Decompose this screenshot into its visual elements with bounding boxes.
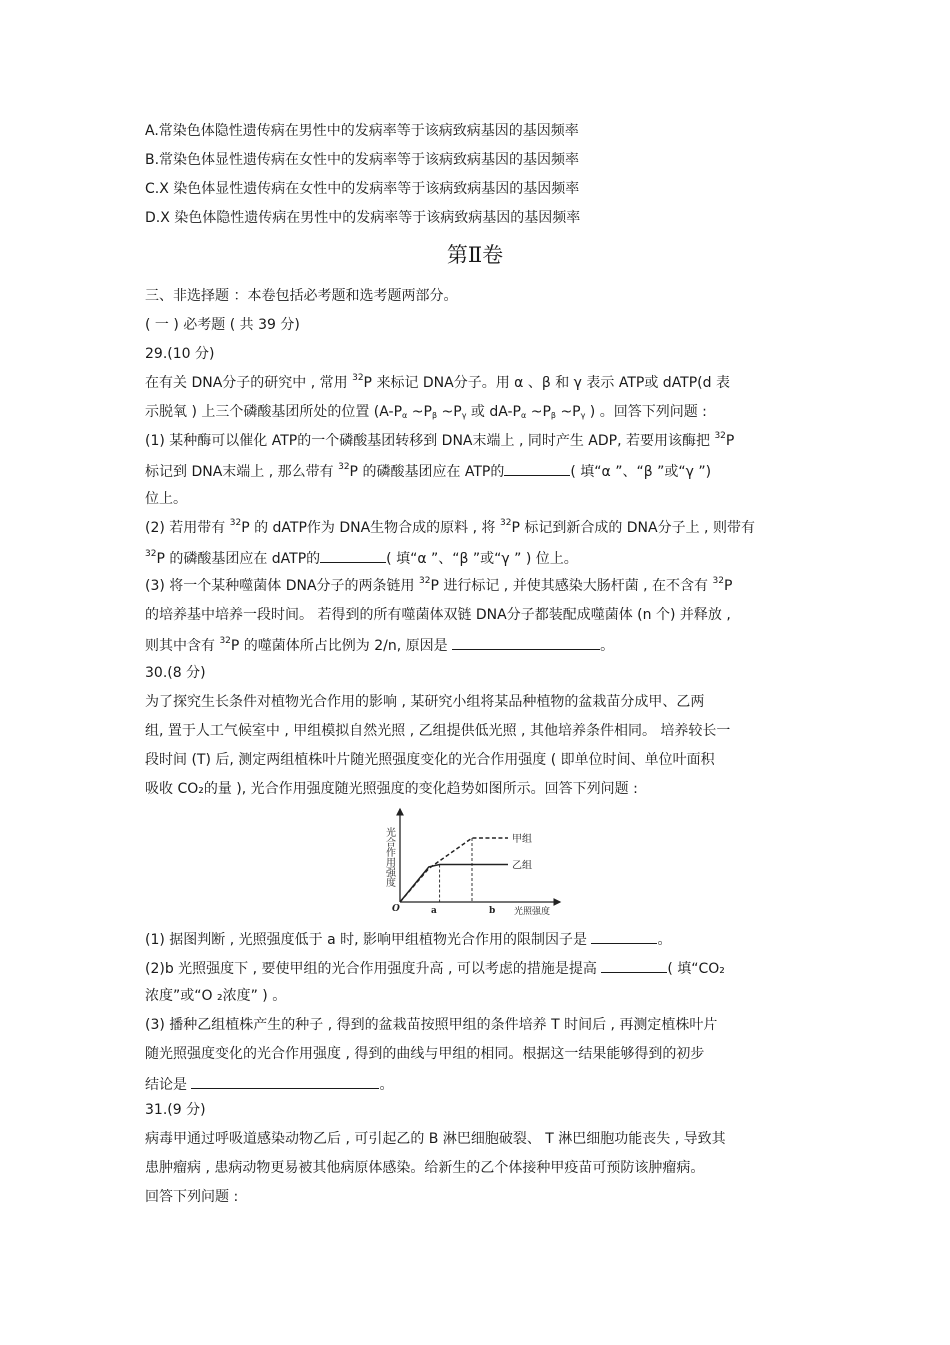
volume-title: 第Ⅱ卷 [446,243,504,267]
answer-blank [320,547,386,563]
q29-number: 29.(10 分) [145,346,215,362]
q30-part3-line3: 结论是 。 [145,1073,810,1095]
q29-part3-line2: 的培养基中培养一段时间。 若得到的所有噬菌体双链 DNA分子都装配成噬菌体 (n 个) 并释放 , [145,607,731,623]
q29-part1-line2: 标记到 DNA末端上 , 那么带有 $^{32}$P 的磷酸基团应在 ATP的 ( 填“α ”、“β ”或“γ ”) [145,462,712,480]
x-tick-b: b [489,906,496,916]
q31-line1: 病毒甲通过呼吸道感染动物乙后 , 可引起乙的 B 淋巴细胞破裂、 T 淋巴细胞功能丧失 , 导致其 [145,1131,726,1147]
photosynthesis-chart [380,805,565,917]
q30-part1: (1) 据图判断 , 光照强度低于 a 时, 影响甲组植物光合作用的限制因子是 。 [145,928,810,950]
x-axis-label: 光照强度 [514,907,551,917]
q30-part3-line2: 随光照强度变化的光合作用强度 , 得到的曲线与甲组的相同。根据这一结果能够得到的初步 [145,1046,705,1062]
q29-part1-line3: 位上。 [145,491,187,507]
series-yi-line [400,865,508,902]
q31-line2: 患肿瘤病 , 患病动物更易被其他病原体感染。给新生的乙个体接种甲疫苗可预防该肿瘤病。 [145,1160,705,1176]
q30-intro-line1: 为了探究生长条件对植物光合作用的影响 , 某研究小组将某品种植物的盆栽苗分成甲、乙两 [145,694,705,710]
q30-intro-line4: 吸收 CO₂的量 ), 光合作用强度随光照强度的变化趋势如图所示。回答下列问题 : [145,781,638,797]
required-header: ( 一 ) 必考题 ( 共 39 分) [145,317,300,333]
q30-part2-line2: 浓度”或“O ₂浓度” ) 。 [145,988,287,1004]
q31-line3: 回答下列问题 : [145,1189,239,1205]
x-tick-a: a [431,906,437,916]
q30-intro-line2: 组, 置于人工气候室中 , 甲组模拟自然光照 , 乙组提供低光照 , 其他培养条件相同。 培养较长一 [145,723,731,739]
series-jia-line [400,838,508,902]
answer-blank [591,928,657,944]
q29-part3-line3: 则其中含有 $^{32}$P 的噬菌体所占比例为 2/n, 原因是 。 [145,636,615,654]
q30-intro-line3: 段时间 (T) 后, 测定两组植株叶片随光照强度变化的光合作用强度 ( 即单位时间、单位叶面积 [145,752,715,768]
y-axis-label: 光合作用强度 [383,827,395,887]
q29-part1-line1: (1) 某种酶可以催化 ATP的一个磷酸基团转移到 DNA末端上 , 同时产生 ADP, 若要用该酶把 $^{32}$P [145,431,735,449]
q30-part2-line1: (2)b 光照强度下 , 要使甲组的光合作用强度升高 , 可以考虑的措施是提高 ( 填“CO₂ [145,957,810,979]
q29-intro-line1: 在有关 DNA分子的研究中 , 常用 $^{32}$P 来标记 DNA分子。用 α 、β 和 γ 表示 ATP或 dATP(d 表 [145,373,730,391]
option-a: A.常染色体隐性遗传病在男性中的发病率等于该病致病基因的基因频率 [145,123,579,139]
answer-blank [452,634,600,650]
q30-number: 30.(8 分) [145,665,206,681]
option-c: C.X 染色体显性遗传病在女性中的发病率等于该病致病基因的基因频率 [145,181,580,197]
answer-blank [191,1073,379,1089]
section-header: 三、非选择题 ：本卷包括必考题和选考题两部分。 [145,288,458,304]
q29-intro-line2: 示脱氧 ) 上三个磷酸基团所处的位置 ($A-P_\alpha$ $\sim P_\beta$ $\sim P_\gamma$ 或 $dA-P_\alpha$ $\sim P_\beta$ $\sim P_\gamma$ ) 。回答下列问题 : [145,404,707,420]
q29-part2-line2: $^{32}$P 的磷酸基团应在 dATP的 ( 填“α ”、“β ”或“γ ” ) 位上。 [145,549,578,567]
origin-label: O [392,904,400,914]
answer-blank [601,957,667,973]
option-d: D.X 染色体隐性遗传病在男性中的发病率等于该病致病基因的基因频率 [145,210,581,226]
q30-part3-line1: (3) 播种乙组植株产生的种子 , 得到的盆栽苗按照甲组的条件培养 T 时间后 , 再测定植株叶片 [145,1017,718,1033]
q29-part3-line1: (3) 将一个某种噬菌体 DNA分子的两条链用 $^{32}$P 进行标记 , 并使其感染大肠杆菌 , 在不含有 $^{32}$P [145,576,733,594]
q29-part2-line1: (2) 若用带有 $^{32}$P 的 dATP作为 DNA生物合成的原料 , 将 $^{32}$P 标记到新合成的 DNA分子上 , 则带有 [145,518,755,536]
option-b: B.常染色体显性遗传病在女性中的发病率等于该病致病基因的基因频率 [145,152,580,168]
answer-blank [504,460,570,476]
q31-number: 31.(9 分) [145,1102,206,1118]
series-yi-label: 乙组 [512,860,532,872]
series-jia-label: 甲组 [512,834,532,846]
